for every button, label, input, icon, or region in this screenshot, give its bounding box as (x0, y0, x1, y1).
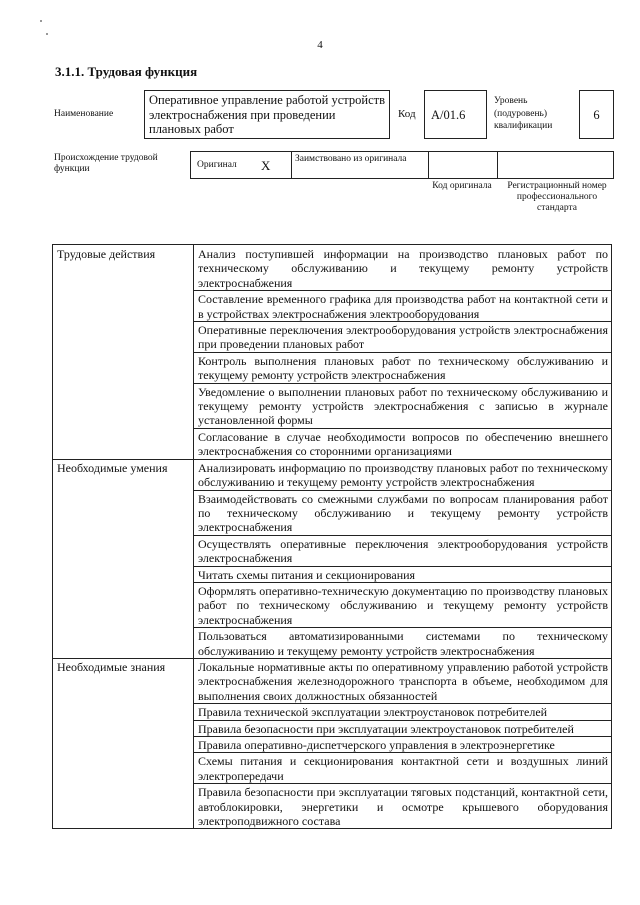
table-row (53, 245, 612, 291)
table-cell: Контроль выполнения плановых работ по техническому обслуживанию и текущему ремонту устройств электроснабжения (194, 352, 612, 383)
page-number: 4 (317, 39, 323, 51)
original-mark: X (261, 158, 271, 173)
table-cell: Составление временного графика для производства работ на контактной сети и в устройствах электроснабжения электрооборудования (194, 291, 612, 322)
category-labor-actions: Трудовые действия (53, 245, 194, 460)
table-cell: Оформлять оперативно-техническую документацию по производству плановых работ по техническому обслуживанию и текущему ремонту устройств электроснабжения (194, 582, 612, 627)
table-cell: Правила оперативно-диспетчерского управления в электроэнергетике (194, 737, 612, 753)
function-name: Оперативное управление работой устройств электроснабжения при проведении плановых работ (144, 90, 390, 139)
divider (428, 152, 429, 178)
work-function-table (52, 244, 612, 829)
divider (291, 152, 292, 178)
code-caption: Код оригинала (432, 181, 492, 191)
category-required-knowledge: Необходимые знания (53, 658, 194, 828)
table-cell: Согласование в случае необходимости вопросов по обеспечению внешнего электроснабжения со сторонними организациями (194, 428, 612, 459)
divider (497, 152, 498, 178)
table-row (53, 658, 612, 703)
level-label: Уровень (подуровень) квалификации (494, 96, 553, 131)
name-label: Наименование (54, 109, 114, 119)
scan-speck (40, 20, 42, 22)
table-cell: Правила безопасности при эксплуатации электроустановок потребителей (194, 720, 612, 736)
category-required-skills: Необходимые умения (53, 459, 194, 658)
code-value: A/01.6 (424, 90, 487, 139)
table-cell: Оперативные переключения электрооборудования устройств электроснабжения при проведении плановых работ (194, 322, 612, 353)
table-cell: Взаимодействовать со смежными службами по вопросам планирования работ по техническому обслуживанию и текущему ремонту устройств электроснабжения (194, 490, 612, 535)
table-cell: Анализ поступившей информации на производство плановых работ по техническому обслуживанию и текущему ремонту устройств электроснабжения (194, 245, 612, 291)
borrowed-label: Заимствовано из оригинала (295, 154, 407, 164)
table-cell: Локальные нормативные акты по оперативному управлению работой устройств электроснабжения железнодорожного транспорта в объеме, необходимом для выполнения своих должностных обязанностей (194, 658, 612, 703)
table-cell: Правила безопасности при эксплуатации тяговых подстанций, контактной сети, автоблокировки, энергетики и осмотре крышевого оборудования электроподвижного состава (194, 784, 612, 829)
table-cell: Схемы питания и секционирования контактной сети и воздушных линий электропередачи (194, 753, 612, 784)
table-cell: Пользоваться автоматизированными системами по техническому обслуживанию и текущему ремонту устройств электроснабжения (194, 628, 612, 659)
table-cell: Уведомление о выполнении плановых работ по техническому обслуживанию и текущему ремонту устройств электроснабжения с записью в журнале установленной формы (194, 383, 612, 428)
table-cell: Читать схемы питания и секционирования (194, 566, 612, 582)
scan-speck (46, 33, 48, 35)
original-label: Оригинал (197, 160, 237, 170)
level-value: 6 (579, 90, 614, 139)
reg-caption: Регистрационный номер профессионального стандарта (507, 181, 607, 213)
table-cell: Правила технической эксплуатации электроустановок потребителей (194, 704, 612, 720)
section-title: 3.1.1. Трудовая функция (55, 64, 198, 79)
table-cell: Осуществлять оперативные переключения электрооборудования устройств электроснабжения (194, 535, 612, 566)
origin-label: Происхождение трудовой функции (54, 153, 158, 174)
table-row (53, 459, 612, 490)
table-cell: Анализировать информацию по производству плановых работ по техническому обслуживанию и текущему ремонту устройств электроснабжения (194, 459, 612, 490)
code-label: Код (398, 108, 416, 120)
